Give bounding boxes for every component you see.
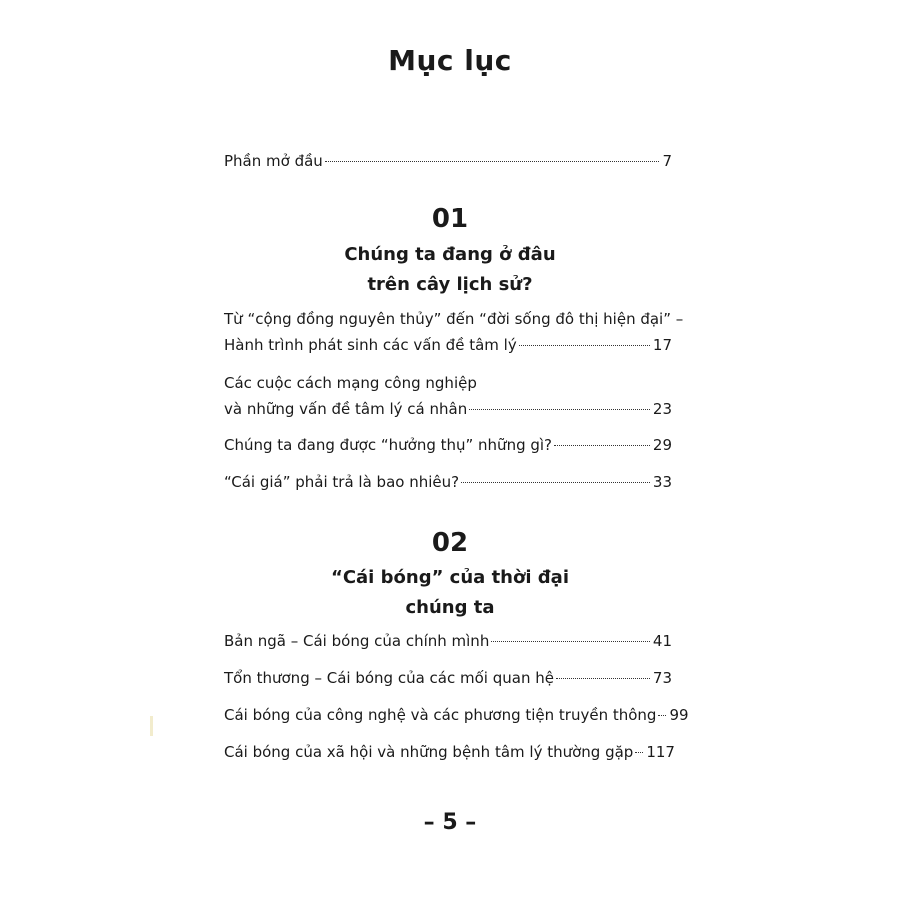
toc-entry-page: 73 [652, 669, 672, 687]
toc-entry[interactable] [224, 306, 684, 358]
toc-entry-label: Cái bóng của xã hội và những bệnh tâm lý thường gặp [224, 743, 634, 761]
toc-entry-line1: Từ “cộng đồng nguyên thủy” đến “đời sống đô thị hiện đại” – [224, 310, 684, 328]
toc-entry[interactable] [224, 628, 672, 654]
toc-entry-page: 7 [662, 152, 672, 170]
toc-entry-label: Tổn thương – Cái bóng của các mối quan hệ [224, 669, 554, 687]
leader-dots [469, 409, 650, 410]
toc-entry-page: 33 [652, 473, 672, 491]
part-title-line2: trên cây lịch sử? [367, 274, 533, 295]
toc-entry[interactable] [224, 739, 675, 765]
toc-entry-page: 117 [646, 743, 675, 761]
toc-entry-label: Hành trình phát sinh các vấn đề tâm lý [224, 336, 517, 354]
toc-entry[interactable] [224, 370, 672, 422]
leader-dots [635, 752, 643, 753]
toc-entry-label: Cái bóng của công nghệ và các phương tiện truyền thông [224, 706, 657, 724]
part-number: 01 [431, 204, 469, 234]
toc-entry[interactable] [224, 432, 672, 458]
toc-entry-label: “Cái giá” phải trả là bao nhiêu? [224, 473, 460, 491]
toc-entry-page: 17 [652, 336, 672, 354]
part-title-line1: Chúng ta đang ở đâu [344, 244, 556, 265]
leader-dots [519, 345, 650, 346]
toc-entry-page: 99 [669, 706, 689, 724]
part-title-line2: chúng ta [405, 597, 495, 618]
toc-entry-page: 41 [652, 632, 672, 650]
toc-entry-page: 23 [652, 400, 672, 418]
page-title: Mục lục [388, 44, 512, 77]
toc-entry-label: Chúng ta đang được “hưởng thụ” những gì? [224, 436, 553, 454]
toc-entry-page: 29 [652, 436, 672, 454]
leader-dots [556, 678, 650, 679]
part-title-line1: “Cái bóng” của thời đại [331, 567, 569, 588]
leader-dots [554, 445, 650, 446]
leader-dots [491, 641, 650, 642]
toc-entry-line1: Các cuộc cách mạng công nghiệp [224, 374, 477, 392]
leader-dots [325, 161, 660, 162]
leader-dots [658, 715, 666, 716]
toc-entry[interactable] [224, 702, 689, 728]
toc-entry-intro[interactable] [224, 148, 672, 174]
toc-entry[interactable] [224, 665, 672, 691]
page-number: – 5 – [423, 810, 477, 835]
leader-dots [461, 482, 650, 483]
paper-mark [150, 716, 153, 736]
toc-entry-label: và những vấn đề tâm lý cá nhân [224, 400, 468, 418]
toc-entry-label: Bản ngã – Cái bóng của chính mình [224, 632, 490, 650]
toc-entry[interactable] [224, 469, 672, 495]
part-number: 02 [431, 528, 469, 558]
toc-entry-label: Phần mở đầu [224, 152, 323, 170]
